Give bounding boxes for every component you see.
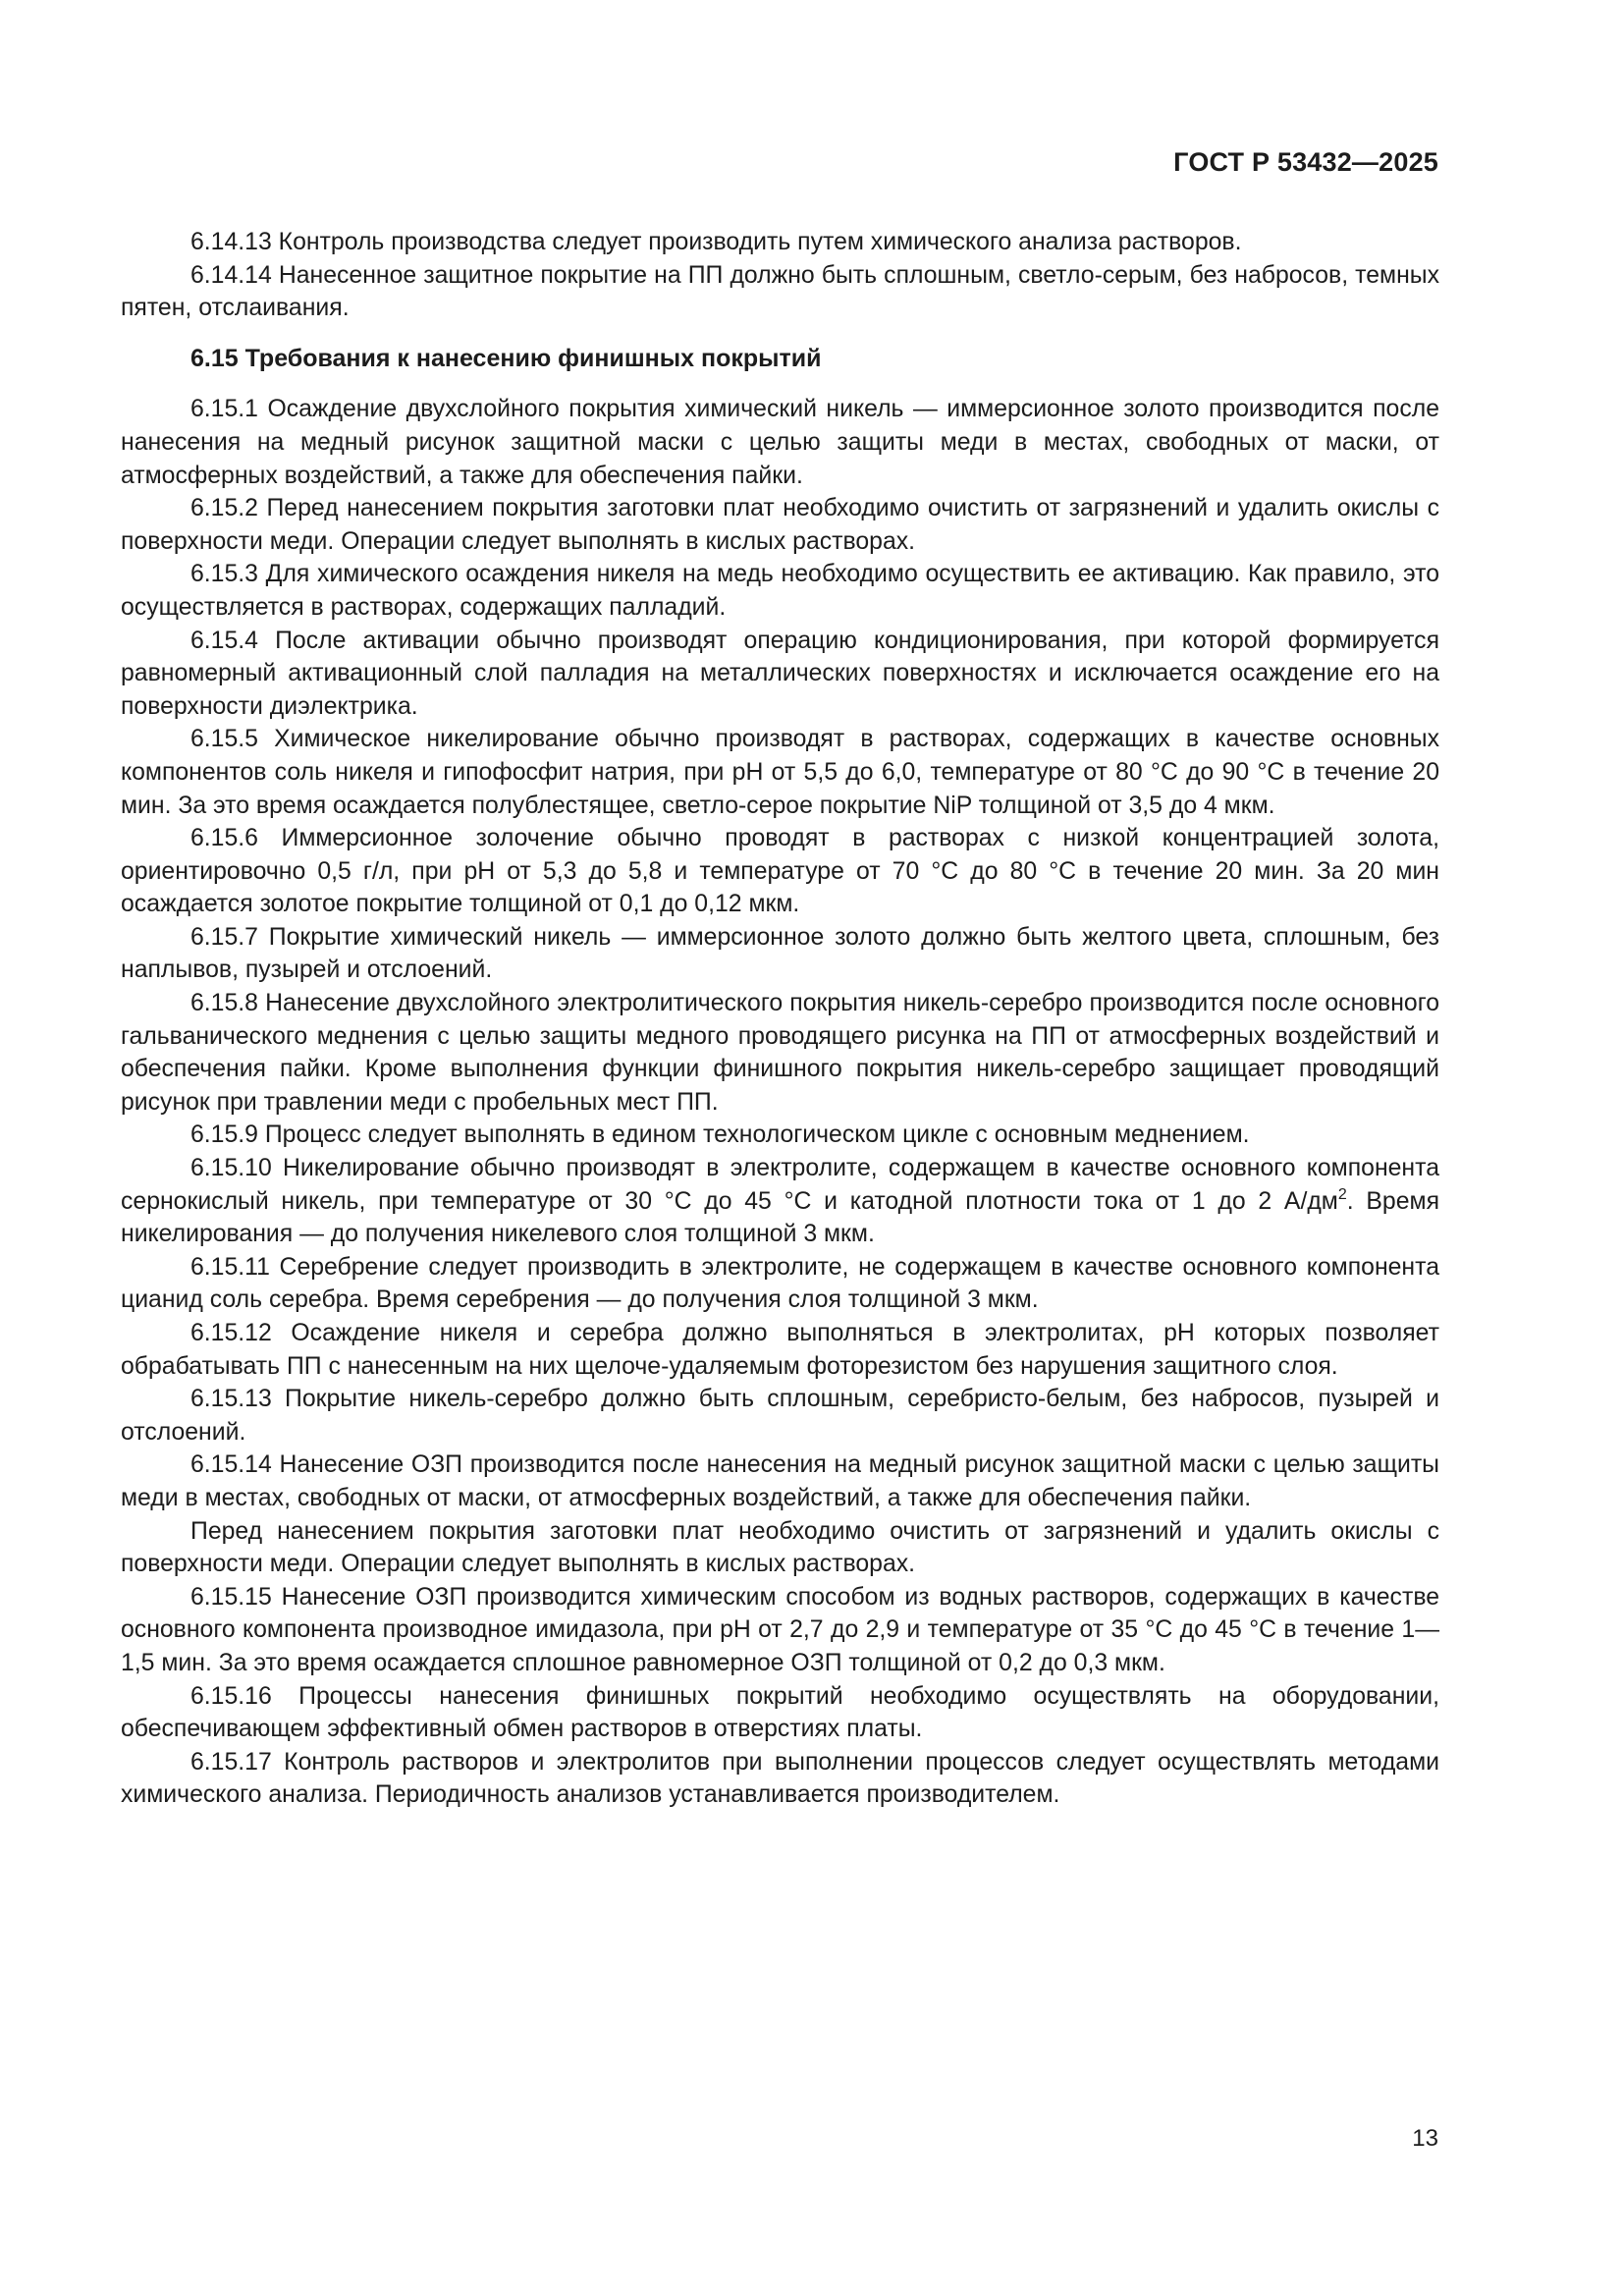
paragraph-6-15-4: 6.15.4 После активации обычно производят операцию кондиционирования, при которой формируется равномерный активационный слой палладия на металлических поверхностях и исключается осаждение его на поверхности диэлектрика.: [121, 627, 1439, 720]
page-body: [121, 226, 1439, 1812]
paragraph-6-15-10-text-end: . Время никелирования — до получения никелевого слоя толщиной 3 мкм.: [121, 1187, 1439, 1248]
paragraph-6-15-13: 6.15.13 Покрытие никель-серебро должно быть сплошным, серебристо-белым, без набросов, пузырей и отслоений.: [121, 1386, 1439, 1446]
section-heading: 6.15 Требования к нанесению финишных покрытий: [190, 344, 822, 372]
page-number: 13: [1412, 2125, 1438, 2152]
paragraph-6-15-11: 6.15.11 Серебрение следует производить в электролите, не содержащем в качестве основного компонента цианид соль серебра. Время серебрения — до получения слоя толщиной 3 мкм.: [121, 1253, 1439, 1314]
paragraph-6-15-6: 6.15.6 Иммерсионное золочение обычно проводят в растворах с низкой концентрацией золота, ориентировочно 0,5 г/л, при pH от 5,3 до 5,8 и температуре от 70 °С до 80 °С в течение 20 мин. За 20 мин осаждается золотое покрытие толщиной от 0,1 до 0,12 мкм.: [121, 825, 1439, 918]
paragraph-6-15-2: 6.15.2 Перед нанесением покрытия заготовки плат необходимо очистить от загрязнений и удалить окислы с поверхности меди. Операции следует выполнять в кислых растворах.: [121, 495, 1439, 555]
paragraph-6-15-12: 6.15.12 Осаждение никеля и серебра должно выполняться в электролитах, pH которых позволяет обрабатывать ПП с нанесенным на них щелоче-удаляемым фоторезистом без нарушения защитного слоя.: [121, 1320, 1439, 1380]
paragraph-6-15-14: 6.15.14 Нанесение ОЗП производится после нанесения на медный рисунок защитной маски с целью защиты меди в местах, свободных от маски, от атмосферных воздействий, а также для обеспечения пайки.: [121, 1451, 1439, 1511]
paragraph-6-15-10: [121, 1152, 1439, 1251]
paragraph-6-15-3: 6.15.3 Для химического осаждения никеля на медь необходимо осуществить ее активацию. Как правило, это осуществляется в растворах, содержащих палладий.: [121, 561, 1439, 621]
paragraph-6-15-5: 6.15.5 Химическое никелирование обычно производят в растворах, содержащих в качестве основных компонентов соль никеля и гипофосфит натрия, при pH от 5,5 до 6,0, температуре от 80 °С до 90 °С в течение 20 мин. За это время осаждается полублестящее, светло-серое покрытие NiP толщиной от 3,5 до 4 мкм.: [121, 726, 1439, 819]
paragraph-6-14-13: 6.14.13 Контроль производства следует производить путем химического анализа растворов.: [190, 229, 1242, 255]
paragraph-6-15-8: 6.15.8 Нанесение двухслойного электролитического покрытия никель-серебро производится после основного гальванического меднения с целью защиты медного проводящего рисунка на ПП от атмосферных воздействий и обеспечения пайки. Кроме выполнения функции финишного покрытия никель-серебро защищает проводящий рисунок при травлении меди с пробельных мест ПП.: [121, 990, 1439, 1116]
paragraph-6-15-14-continued: Перед нанесением покрытия заготовки плат необходимо очистить от загрязнений и удалить окислы с поверхности меди. Операции следует выполнять в кислых растворах.: [121, 1517, 1439, 1578]
paragraph-6-15-17: 6.15.17 Контроль растворов и электролитов при выполнении процессов следует осуществлять методами химического анализа. Периодичность анализов устанавливается производителем.: [121, 1748, 1439, 1809]
paragraph-6-15-1: 6.15.1 Осаждение двухслойного покрытия химический никель — иммерсионное золото производится после нанесения на медный рисунок защитной маски с целью защиты меди в местах, свободных от маски, от атмосферных воздействий, а также для обеспечения пайки.: [121, 396, 1439, 489]
paragraph-6-15-15: 6.15.15 Нанесение ОЗП производится химическим способом из водных растворов, содержащих в качестве основного компонента производное имидазола, при pH от 2,7 до 2,9 и температуре от 35 °С до 45 °С в течение 1—1,5 мин. За это время осаждается сплошное равномерное ОЗП толщиной от 0,2 до 0,3 мкм.: [121, 1583, 1439, 1676]
standard-designation: ГОСТ Р 53432—2025: [1173, 147, 1438, 177]
paragraph-6-15-16: 6.15.16 Процессы нанесения финишных покрытий необходимо осуществлять на оборудовании, обеспечивающем эффективный обмен растворов в отверстиях платы.: [121, 1682, 1439, 1743]
paragraph-6-15-10-text: 6.15.10 Никелирование обычно производят в электролите, содержащем в качестве основного компонента сернокислый никель, при температуре от 30 °С до 45 °С и катодной плотности тока от 1 до 2 А/дм: [121, 1155, 1439, 1215]
paragraph-6-15-9: 6.15.9 Процесс следует выполнять в едином технологическом цикле с основным меднением.: [190, 1121, 1250, 1149]
paragraph-6-14-14: 6.14.14 Нанесенное защитное покрытие на ПП должно быть сплошным, светло-серым, без набросов, темных пятен, отслаивания.: [121, 261, 1439, 322]
paragraph-6-15-7: 6.15.7 Покрытие химический никель — иммерсионное золото должно быть желтого цвета, сплошным, без наплывов, пузырей и отслоений.: [121, 923, 1439, 984]
superscript: 2: [1337, 1185, 1347, 1203]
